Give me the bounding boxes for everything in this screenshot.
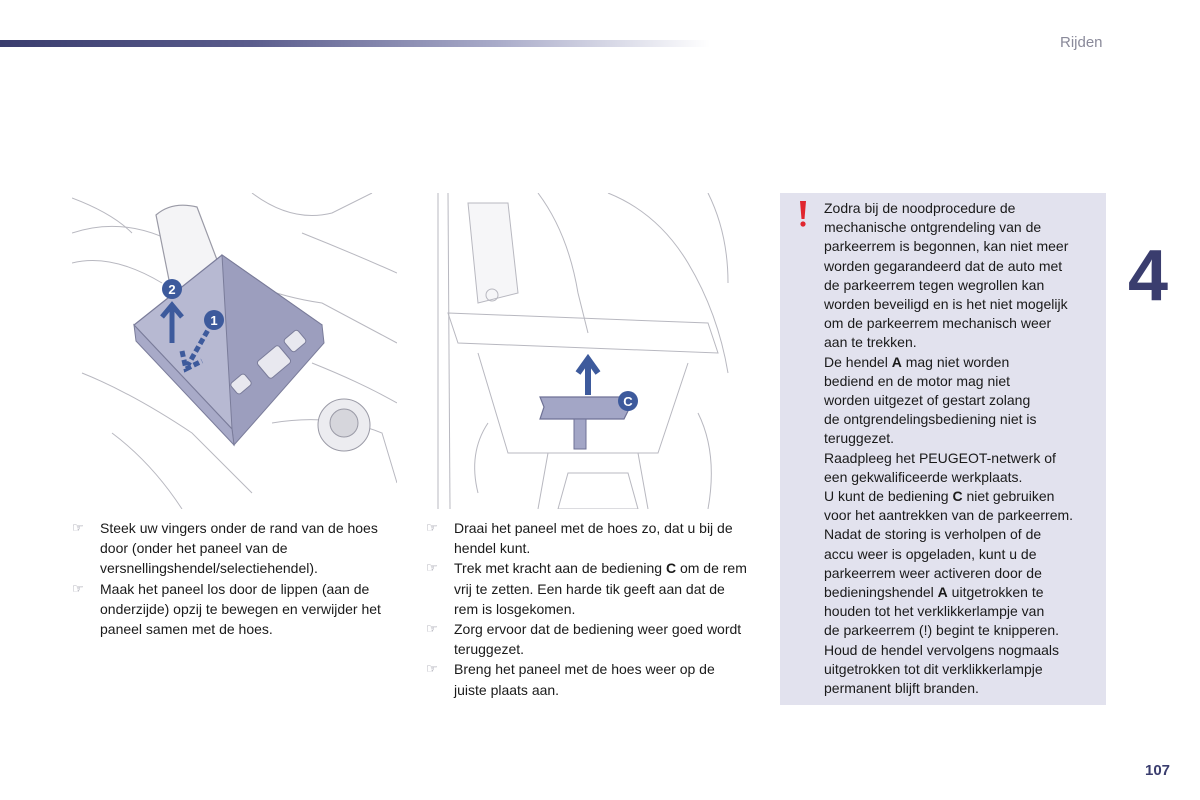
hand-pointer-icon: ☞ bbox=[426, 520, 438, 535]
hand-pointer-icon: ☞ bbox=[426, 661, 438, 677]
warning-line: parkeerrem is begonnen, kan niet meer bbox=[824, 238, 1069, 255]
warning-line: mechanische ontgrendeling van de bbox=[824, 219, 1042, 236]
warning-line: Houd de hendel vervolgens nogmaals bbox=[824, 641, 1060, 658]
gear-panel-illustration bbox=[72, 193, 397, 509]
warning-box bbox=[780, 193, 1106, 705]
warning-line: worden gegarandeerd dat de auto met bbox=[824, 257, 1063, 274]
warning-text bbox=[824, 199, 1106, 698]
warning-line: om de parkeerrem mechanisch weer bbox=[824, 315, 1052, 332]
list-item: ☞ Maak het paneel los door de lippen (aan de onderzijde) opzij te bewegen en verwijder het paneel samen met de hoes. bbox=[72, 580, 381, 638]
warning-line: aan te trekken. bbox=[824, 334, 917, 351]
warning-line: de parkeerrem tegen wegrollen kan bbox=[824, 276, 1045, 293]
release-lever-illustration bbox=[428, 193, 753, 509]
warning-line: de ontgrendelingsbediening niet is bbox=[824, 411, 1037, 428]
warning-line: De hendel A mag niet worden bbox=[824, 353, 1010, 370]
warning-line: worden beveiligd en is het niet mogelijk bbox=[824, 296, 1068, 313]
warning-line: U kunt de bediening C niet gebruiken bbox=[824, 488, 1055, 505]
warning-line: worden uitgezet of gestart zolang bbox=[824, 392, 1031, 409]
warning-line: een gekwalificeerde werkplaats. bbox=[824, 468, 1023, 485]
hand-pointer-icon: ☞ bbox=[426, 560, 438, 576]
warning-line: accu weer is opgeladen, kunt u de bbox=[824, 545, 1037, 562]
warning-line: houden tot het verklikkerlampje van bbox=[824, 603, 1045, 620]
instructions-column-2 bbox=[426, 518, 751, 700]
list-item: ☞ Breng het paneel met de hoes weer op de juiste plaats aan. bbox=[426, 661, 715, 698]
warning-line: permanent blijft branden. bbox=[824, 680, 979, 697]
section-title: Rijden bbox=[1060, 34, 1103, 51]
list-item: ☞ Trek met kracht aan de bediening C om de rem vrij te zetten. Een harde tik geeft aan dat de rem is losgekomen. bbox=[426, 560, 747, 617]
callout-2: 2 bbox=[168, 282, 176, 297]
warning-line: parkeerrem weer activeren door de bbox=[824, 564, 1042, 581]
warning-line: Raadpleeg het PEUGEOT-netwerk of bbox=[824, 449, 1056, 466]
warning-line: bedieningshendel A uitgetrokken te bbox=[824, 584, 1044, 601]
warning-line: teruggezet. bbox=[824, 430, 895, 447]
warning-line: bediend en de motor mag niet bbox=[824, 372, 1011, 389]
exclamation-icon bbox=[796, 199, 810, 229]
warning-line: Zodra bij de noodprocedure de bbox=[824, 200, 1016, 216]
warning-line: uitgetrokken tot dit verklikkerlampje bbox=[824, 660, 1043, 677]
list-item: ☞ Zorg ervoor dat de bediening weer goed wordt teruggezet. bbox=[426, 621, 742, 658]
header-gradient-bar bbox=[0, 40, 710, 47]
instructions-column-1 bbox=[72, 518, 402, 639]
hand-pointer-icon: ☞ bbox=[72, 580, 84, 596]
list-item: ☞ Draai het paneel met de hoes zo, dat u bij de hendel kunt. bbox=[426, 520, 733, 557]
warning-line: de parkeerrem (!) begint te knipperen. bbox=[824, 622, 1060, 639]
list-item: ☞ Steek uw vingers onder de rand van de hoes door (onder het paneel van de versnellingshendel/selectiehendel). bbox=[72, 520, 378, 577]
chapter-number: 4 bbox=[1128, 236, 1169, 316]
hand-pointer-icon: ☞ bbox=[426, 621, 438, 637]
callout-c: C bbox=[623, 394, 633, 409]
hand-pointer-icon: ☞ bbox=[72, 520, 84, 535]
warning-line: Nadat de storing is verholpen of de bbox=[824, 526, 1042, 543]
warning-line: voor het aantrekken van de parkeerrem. bbox=[824, 507, 1074, 524]
callout-1: 1 bbox=[210, 313, 218, 328]
page-number: 107 bbox=[1145, 762, 1171, 779]
